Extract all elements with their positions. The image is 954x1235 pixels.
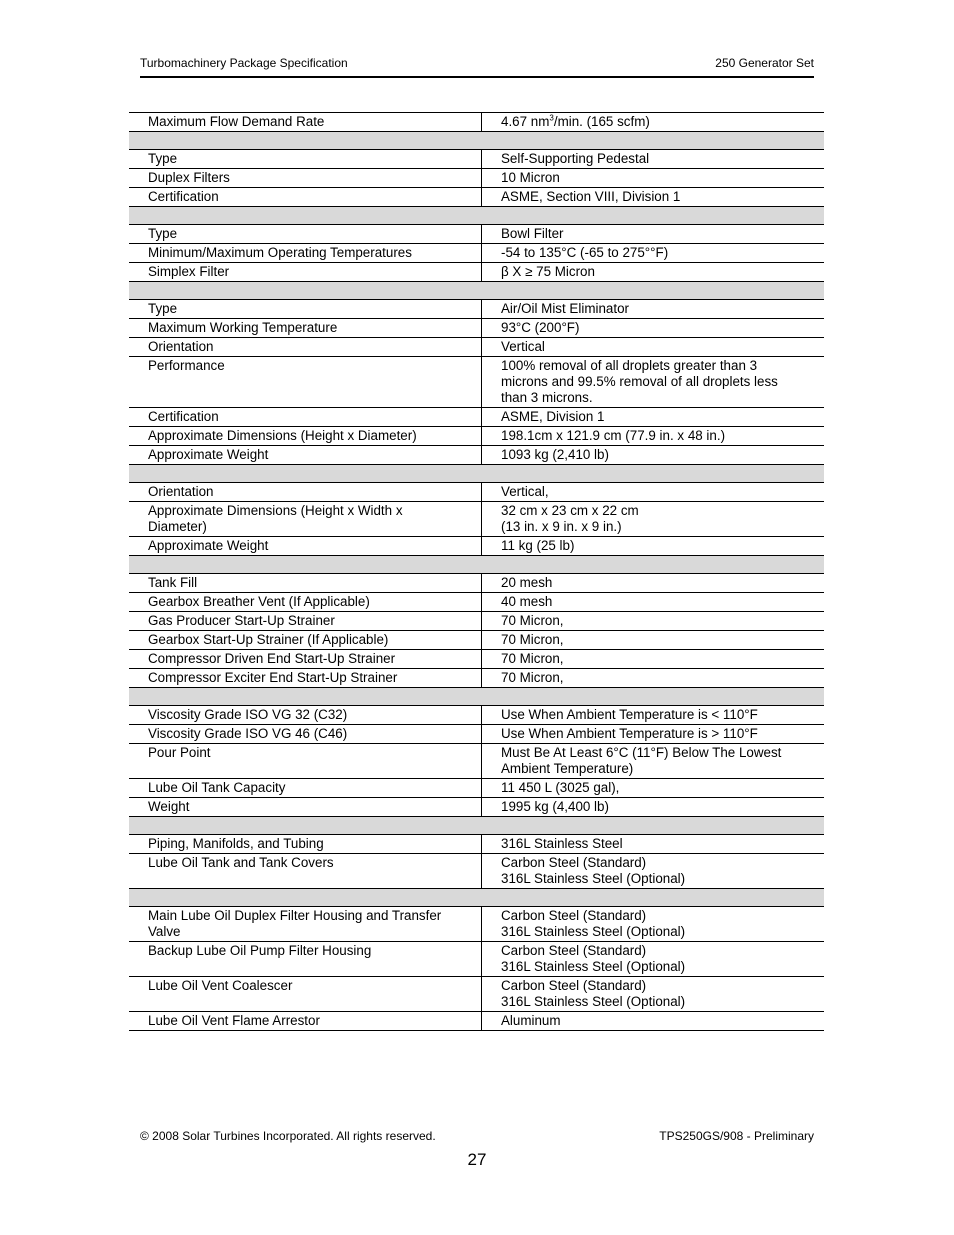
table-row: [129, 744, 824, 779]
row-value: 1995 kg (4,400 lb): [482, 798, 825, 817]
row-label: Approximate Dimensions (Height x Diameter): [129, 427, 482, 446]
row-value: 1093 kg (2,410 lb): [482, 446, 825, 465]
row-label: Viscosity Grade ISO VG 32 (C32): [129, 706, 482, 725]
row-label: Compressor Driven End Start-Up Strainer: [129, 650, 482, 669]
row-value: 32 cm x 23 cm x 22 cm (13 in. x 9 in. x 9 in.): [482, 502, 825, 537]
row-value: 11 kg (25 lb): [482, 537, 825, 556]
table-row: [129, 150, 824, 169]
table-row: [129, 263, 824, 282]
table-row: [129, 537, 824, 556]
row-label: Compressor Exciter End Start-Up Strainer: [129, 669, 482, 688]
table-row: [129, 907, 824, 942]
row-value: ASME, Division 1: [482, 408, 825, 427]
row-label: Certification: [129, 408, 482, 427]
row-value: Bowl Filter: [482, 225, 825, 244]
row-label: Approximate Weight: [129, 537, 482, 556]
table-row: [129, 631, 824, 650]
table-row: [129, 357, 824, 408]
row-value: Use When Ambient Temperature is > 110°F: [482, 725, 825, 744]
table-row: [129, 1012, 824, 1031]
section-separator: [129, 207, 824, 225]
section-separator: [129, 465, 824, 483]
row-label: Gearbox Start-Up Strainer (If Applicable): [129, 631, 482, 650]
table-row: [129, 835, 824, 854]
row-value: 40 mesh: [482, 593, 825, 612]
table-row: [129, 725, 824, 744]
row-label: Backup Lube Oil Pump Filter Housing: [129, 942, 482, 977]
row-value: Carbon Steel (Standard) 316L Stainless Steel (Optional): [482, 854, 825, 889]
row-label: Type: [129, 150, 482, 169]
row-label: Duplex Filters: [129, 169, 482, 188]
table-row: [129, 977, 824, 1012]
table-row: [129, 225, 824, 244]
row-label: Viscosity Grade ISO VG 46 (C46): [129, 725, 482, 744]
copyright: © 2008 Solar Turbines Incorporated. All rights reserved.: [140, 1129, 436, 1143]
table-row: [129, 574, 824, 593]
section-separator: [129, 556, 824, 574]
header-title: Turbomachinery Package Specification: [140, 56, 348, 70]
table-row: [129, 427, 824, 446]
row-label: Approximate Dimensions (Height x Width x Diameter): [129, 502, 482, 537]
row-label: Weight: [129, 798, 482, 817]
table-row: [129, 502, 824, 537]
row-value: 70 Micron,: [482, 650, 825, 669]
row-label: Gearbox Breather Vent (If Applicable): [129, 593, 482, 612]
table-row: [129, 169, 824, 188]
table-row: [129, 408, 824, 427]
header-product: 250 Generator Set: [715, 56, 814, 70]
row-value: 10 Micron: [482, 169, 825, 188]
table-row: [129, 669, 824, 688]
row-label: Piping, Manifolds, and Tubing: [129, 835, 482, 854]
table-row: [129, 706, 824, 725]
section-separator: [129, 688, 824, 706]
row-value: 316L Stainless Steel: [482, 835, 825, 854]
row-label: Lube Oil Vent Coalescer: [129, 977, 482, 1012]
row-label: Gas Producer Start-Up Strainer: [129, 612, 482, 631]
row-value: ASME, Section VIII, Division 1: [482, 188, 825, 207]
row-value: 70 Micron,: [482, 631, 825, 650]
table-row: [129, 612, 824, 631]
row-value: Self-Supporting Pedestal: [482, 150, 825, 169]
table-row: [129, 593, 824, 612]
row-label: Type: [129, 300, 482, 319]
row-value: Vertical,: [482, 483, 825, 502]
table-row: [129, 244, 824, 263]
row-value: Aluminum: [482, 1012, 825, 1031]
table-row: [129, 854, 824, 889]
row-value: Vertical: [482, 338, 825, 357]
row-label: Performance: [129, 357, 482, 408]
section-separator: [129, 889, 824, 907]
row-value: 70 Micron,: [482, 669, 825, 688]
row-value: Must Be At Least 6°C (11°F) Below The Lowest Ambient Temperature): [482, 744, 825, 779]
table-row: [129, 779, 824, 798]
page-header: [140, 56, 814, 78]
table-row: [129, 113, 824, 132]
row-label: Orientation: [129, 338, 482, 357]
table-row: [129, 338, 824, 357]
row-value: 100% removal of all droplets greater than 3 microns and 99.5% removal of all droplets less than 3 microns.: [482, 357, 825, 408]
row-value: 20 mesh: [482, 574, 825, 593]
row-value: Use When Ambient Temperature is < 110°F: [482, 706, 825, 725]
section-separator: [129, 817, 824, 835]
section-separator: [129, 132, 824, 150]
row-value: 70 Micron,: [482, 612, 825, 631]
table-row: [129, 483, 824, 502]
spec-table: [129, 112, 824, 1031]
row-value: Carbon Steel (Standard) 316L Stainless Steel (Optional): [482, 907, 825, 942]
table-row: [129, 650, 824, 669]
table-row: [129, 446, 824, 465]
table-row: [129, 798, 824, 817]
row-value: 198.1cm x 121.9 cm (77.9 in. x 48 in.): [482, 427, 825, 446]
page-number: 27: [467, 1150, 487, 1169]
row-label: Orientation: [129, 483, 482, 502]
row-label: Simplex Filter: [129, 263, 482, 282]
row-value: -54 to 135°C (-65 to 275°°F): [482, 244, 825, 263]
row-value: Air/Oil Mist Eliminator: [482, 300, 825, 319]
table-row: [129, 188, 824, 207]
table-row: [129, 319, 824, 338]
row-label: Lube Oil Tank Capacity: [129, 779, 482, 798]
section-separator: [129, 282, 824, 300]
row-label: Certification: [129, 188, 482, 207]
row-label: Maximum Flow Demand Rate: [129, 113, 482, 132]
row-label: Main Lube Oil Duplex Filter Housing and Transfer Valve: [129, 907, 482, 942]
row-value: 4.67 $nm^3/\min$. (165 scfm): [482, 113, 825, 132]
row-label: Minimum/Maximum Operating Temperatures: [129, 244, 482, 263]
row-label: Approximate Weight: [129, 446, 482, 465]
row-value: 93°C (200°F): [482, 319, 825, 338]
row-label: Type: [129, 225, 482, 244]
table-row: [129, 942, 824, 977]
row-value: β X ≥ 75 Micron: [482, 263, 825, 282]
row-value: 11 450 L (3025 gal),: [482, 779, 825, 798]
row-value: Carbon Steel (Standard) 316L Stainless Steel (Optional): [482, 942, 825, 977]
row-label: Maximum Working Temperature: [129, 319, 482, 338]
row-label: Lube Oil Vent Flame Arrestor: [129, 1012, 482, 1031]
row-label: Pour Point: [129, 744, 482, 779]
table-row: [129, 300, 824, 319]
row-label: Lube Oil Tank and Tank Covers: [129, 854, 482, 889]
row-value: Carbon Steel (Standard) 316L Stainless Steel (Optional): [482, 977, 825, 1012]
row-label: Tank Fill: [129, 574, 482, 593]
document-id: TPS250GS/908 - Preliminary: [659, 1129, 814, 1143]
